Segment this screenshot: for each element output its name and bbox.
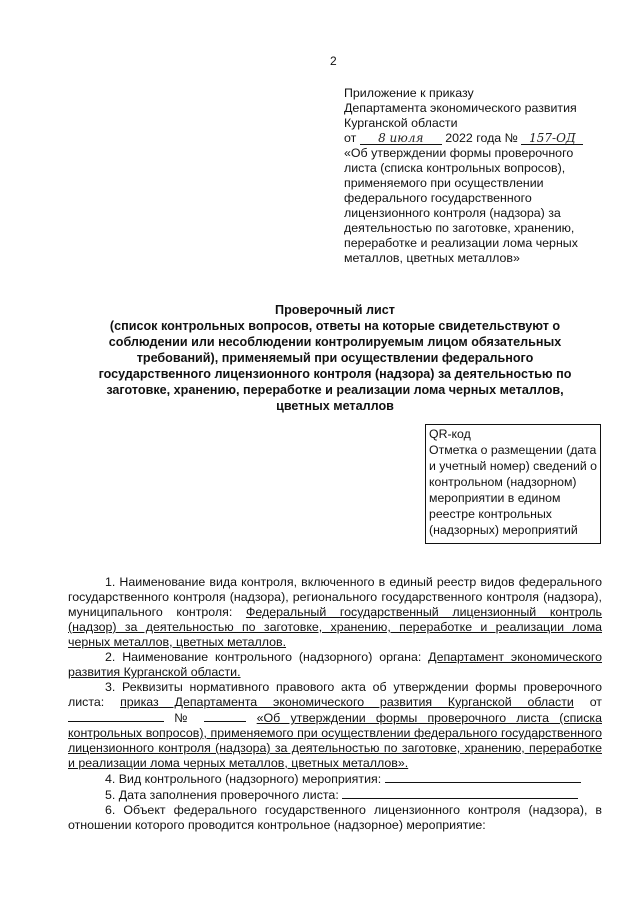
page-number: 2 [330,54,337,68]
item-3-date-blank [68,710,164,722]
item-3-act-title: «Об утверждении формы проверочного листа (списка контрольных вопросов), применяемого при осуществлении федерального государственного лицензионного контроля (надзора) за деятельностью по заготовке, хранению, переработке и реализации лома черных металлов, цветных металлов». [68,711,602,770]
about-line-3: применяемого при осуществлении [344,176,544,190]
handwritten-date: 8 июля [360,132,442,145]
item-3 [68,680,602,771]
item-3-number-blank [204,710,246,722]
item-6 [68,803,602,833]
appendix-line-3: Курганской области [344,116,458,130]
checklist-items [68,575,602,833]
appendix-line-1: Приложение к приказу [344,86,474,100]
year-text: 2022 года № [445,131,518,145]
qr-label: QR-код [429,427,471,441]
item-5-text: 5. Дата заполнения проверочного листа: [105,788,343,802]
item-6-text: 6. Объект федерального государственного лицензионного контроля (надзора), в отношении которого проводится контрольное (надзорное) мероприятие: [68,803,602,832]
item-3-text: 3. Реквизиты нормативного правового акта об утверждении формы проверочного листа: [68,680,602,709]
title-main: Проверочный лист [275,303,395,317]
item-2 [68,650,602,680]
item-3-number-label: № [174,711,195,725]
about-line-7: переработке и реализации лома черных [344,236,578,250]
qr-note: Отметка о размещении (дата и учетный номер) сведений о контрольном (надзорном) мероприятии в едином реестре контрольных (надзорных) мероприятий [429,443,598,537]
title-subtitle: (список контрольных вопросов, ответы на которые свидетельствуют о соблюдении или несоблюдении контролируемым лицом обязательных требований), применяемый при осуществлении федерального государственного лицензионного контроля (надзора) за деятельностью по заготовке, хранению, переработке и реализации лома черных металлов, цветных металлов [98,319,572,413]
document-title [90,302,580,414]
item-3-from: от [589,695,602,709]
from-prefix: от [344,131,357,145]
item-5 [68,787,602,803]
item-2-value: Департамент экономического развития Курганской области. [68,650,602,679]
item-1-value: Федеральный государственный лицензионный контроль (надзор) за деятельностью по заготовке, хранению, переработке и реализации лома черных металлов, цветных металлов. [68,605,603,649]
appendix-block [344,86,614,266]
appendix-date-line [344,131,614,146]
item-3-value: приказ Департамента экономического развития Курганской области [120,695,574,709]
qr-code-box [425,424,601,544]
about-line-2: листа (списка контрольных вопросов), [344,161,566,175]
handwritten-number: 157-ОД [521,132,583,145]
item-4-blank [385,771,581,783]
about-line-5: лицензионного контроля (надзора) за [344,206,561,220]
item-4-text: 4. Вид контрольного (надзорного) мероприятия: [105,772,385,786]
item-5-blank [342,787,578,799]
item-1-text: 1. Наименование вида контроля, включенного в единый реестр видов федерального государственного контроля (надзора), регионального государственного контроля (надзора), муниципального контроля: [68,575,602,619]
item-4 [68,771,602,787]
about-line-1: «Об утверждении формы проверочного [344,146,574,160]
item-2-text: 2. Наименование контрольного (надзорного) органа: [105,650,429,664]
about-line-8: металлов, цветных металлов» [344,251,520,265]
about-line-4: федерального государственного [344,191,532,205]
about-line-6: деятельностью по заготовке, хранению, [344,221,575,235]
appendix-line-2: Департамента экономического развития [344,101,577,115]
item-1 [68,575,602,650]
